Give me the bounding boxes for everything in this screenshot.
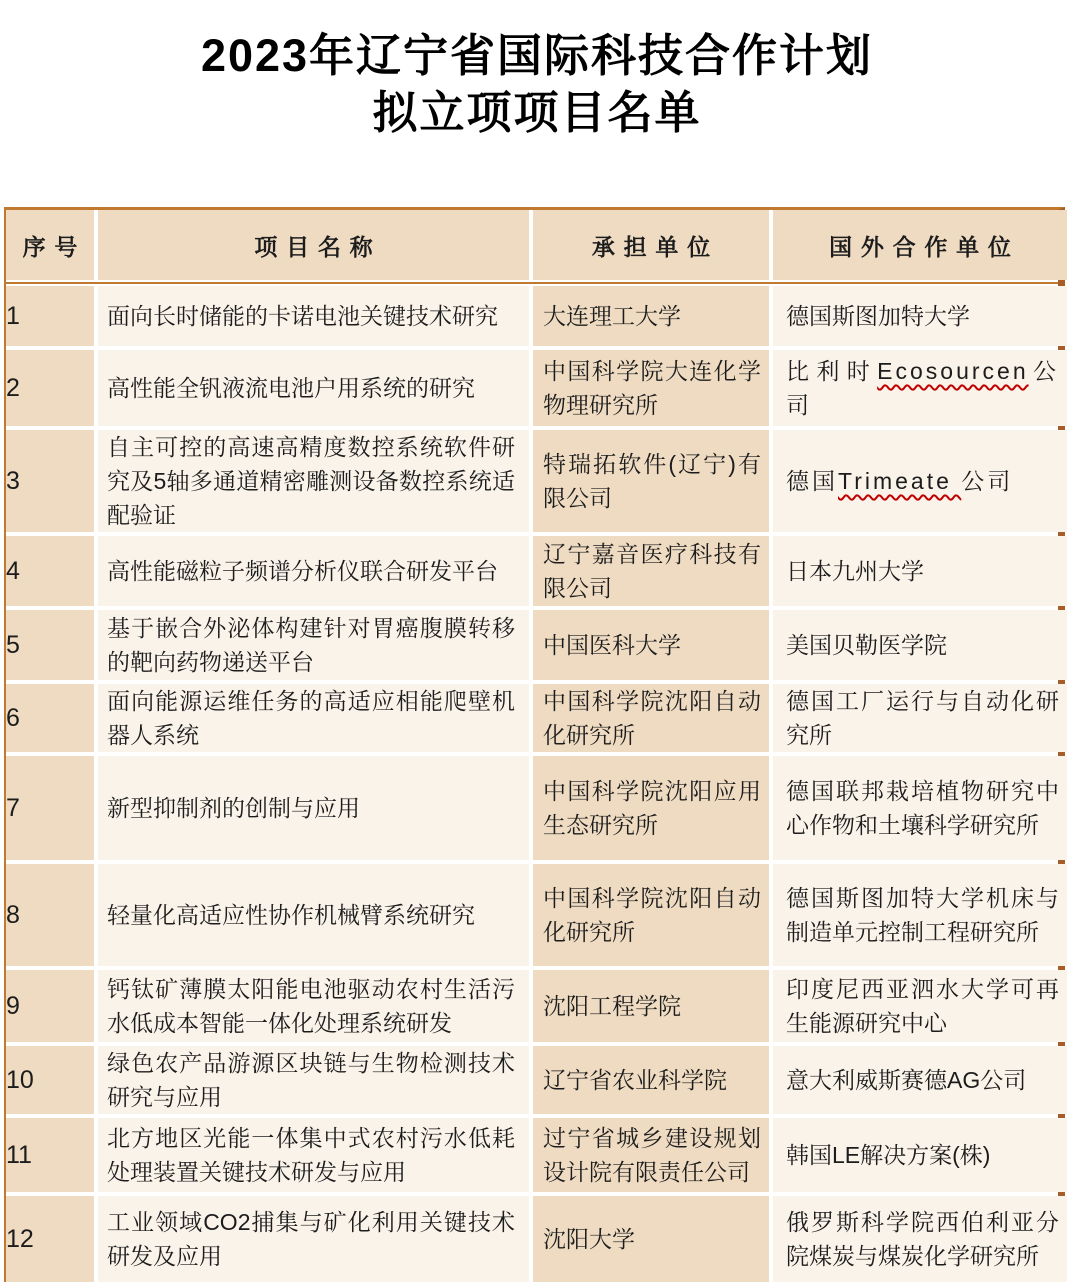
table-row (6, 1118, 1058, 1192)
project-name-cell: 北方地区光能一体集中式农村污水低耗处理装置关键技术研发与应用 (98, 1118, 529, 1192)
table-body (6, 286, 1058, 1282)
row-number-cell: 11 (6, 1118, 94, 1192)
foreign-partner-text: 意大利威斯赛德AG公司 (786, 1067, 1027, 1093)
document-title (0, 0, 1074, 207)
foreign-partner-cell (773, 430, 1067, 532)
table-row (6, 1046, 1058, 1114)
table-row (6, 430, 1058, 532)
undertaking-unit-cell: 特瑞拓软件(辽宁)有限公司 (533, 430, 769, 532)
undertaking-unit-cell: 过宁省城乡建设规划设计院有限责任公司 (533, 1118, 769, 1192)
foreign-partner-cell (773, 1046, 1067, 1114)
foreign-partner-text: 德国 (786, 468, 838, 494)
project-name-cell: 面向能源运维任务的高适应相能爬壁机器人系统 (98, 684, 529, 752)
project-name-cell: 工业领域CO2捕集与矿化利用关键技术研发及应用 (98, 1196, 529, 1282)
foreign-partner-cell (773, 286, 1067, 346)
project-name-cell: 绿色农产品游源区块链与生物检测技术研究与应用 (98, 1046, 529, 1114)
foreign-partner-text: 美国贝勒医学院 (786, 632, 947, 658)
project-name-cell: 新型抑制剂的创制与应用 (98, 756, 529, 860)
project-name-cell: 轻量化高适应性协作机械臂系统研究 (98, 864, 529, 966)
foreign-partner-text: 韩国LE解决方案(株) (786, 1142, 991, 1168)
undertaking-unit-cell: 中国科学院沈阳自动化研究所 (533, 864, 769, 966)
row-number-cell: 8 (6, 864, 94, 966)
foreign-partner-cell (773, 1196, 1067, 1282)
table-row (6, 970, 1058, 1042)
row-number-cell: 3 (6, 430, 94, 532)
undertaking-unit-cell: 大连理工大学 (533, 286, 769, 346)
undertaking-unit-cell: 中国科学院沈阳应用生态研究所 (533, 756, 769, 860)
row-number-cell: 6 (6, 684, 94, 752)
header-separator-line (6, 282, 1058, 284)
undertaking-unit-cell: 辽宁省农业科学院 (533, 1046, 769, 1114)
foreign-partner-cell (773, 536, 1067, 606)
foreign-partner-text: 比利时 (786, 358, 878, 384)
table-row (6, 684, 1058, 752)
title-line-1: 2023年辽宁省国际科技合作计划 (200, 30, 874, 81)
undertaking-unit-cell: 中国科学院大连化学物理研究所 (533, 350, 769, 426)
header-cell-foreign: 国外合作单位 (773, 210, 1067, 280)
header-cell-no: 序号 (6, 210, 94, 280)
project-name-cell: 面向长时储能的卡诺电池关键技术研究 (98, 286, 529, 346)
undertaking-unit-cell: 辽宁嘉音医疗科技有限公司 (533, 536, 769, 606)
foreign-partner-text: 公司 (786, 358, 1060, 418)
foreign-partner-text: 印度尼西亚泗水大学可再生能源研究中心 (786, 976, 1059, 1036)
undertaking-unit-cell: 沈阳大学 (533, 1196, 769, 1282)
table-row (6, 350, 1058, 426)
undertaking-unit-cell: 中国医科大学 (533, 610, 769, 680)
foreign-partner-text: 德国联邦栽培植物研究中心作物和土壤科学研究所 (786, 778, 1059, 838)
row-number-cell: 4 (6, 536, 94, 606)
table-row (6, 286, 1058, 346)
project-name-cell: 钙钛矿薄膜太阳能电池驱动农村生活污水低成本智能一体化处理系统研发 (98, 970, 529, 1042)
row-number-cell: 10 (6, 1046, 94, 1114)
foreign-partner-cell (773, 684, 1067, 752)
table-row (6, 864, 1058, 966)
table-header-row (6, 210, 1058, 280)
table-row (6, 536, 1058, 606)
title-line-2: 拟立项项目名单 (372, 87, 702, 138)
spell-error-text: Ecosourcen (877, 358, 1029, 384)
project-name-cell: 高性能全钒液流电池户用系统的研究 (98, 350, 529, 426)
foreign-partner-text: 德国斯图加特大学 (786, 303, 970, 329)
foreign-partner-text: 公司 (961, 468, 1014, 494)
row-number-cell: 12 (6, 1196, 94, 1282)
foreign-partner-cell (773, 1118, 1067, 1192)
foreign-partner-cell (773, 970, 1067, 1042)
foreign-partner-text: 德国工厂运行与自动化研究所 (786, 688, 1059, 748)
foreign-partner-text: 德国斯图加特大学机床与制造单元控制工程研究所 (786, 885, 1059, 945)
foreign-partner-cell (773, 350, 1067, 426)
row-number-cell: 9 (6, 970, 94, 1042)
header-cell-project: 项目名称 (98, 210, 529, 280)
header-cell-unit: 承担单位 (533, 210, 769, 280)
undertaking-unit-cell: 沈阳工程学院 (533, 970, 769, 1042)
foreign-partner-cell (773, 864, 1067, 966)
project-name-cell: 基于嵌合外泌体构建针对胃癌腹膜转移的靶向药物递送平台 (98, 610, 529, 680)
table-row (6, 756, 1058, 860)
spell-error-text: Trimeate (838, 468, 962, 494)
project-name-cell: 高性能磁粒子频谱分析仪联合研发平台 (98, 536, 529, 606)
foreign-partner-text: 日本九州大学 (786, 558, 924, 584)
row-number-cell: 7 (6, 756, 94, 860)
projects-table (4, 207, 1065, 1282)
table-row (6, 1196, 1058, 1282)
foreign-partner-cell (773, 610, 1067, 680)
table-row (6, 610, 1058, 680)
row-number-cell: 1 (6, 286, 94, 346)
row-number-cell: 2 (6, 350, 94, 426)
row-number-cell: 5 (6, 610, 94, 680)
undertaking-unit-cell: 中国科学院沈阳自动化研究所 (533, 684, 769, 752)
foreign-partner-text: 俄罗斯科学院西伯利亚分院煤炭与煤炭化学研究所 (786, 1209, 1059, 1269)
project-name-cell: 自主可控的高速高精度数控系统软件研究及5轴多通道精密雕测设备数控系统适配验证 (98, 430, 529, 532)
foreign-partner-cell (773, 756, 1067, 860)
